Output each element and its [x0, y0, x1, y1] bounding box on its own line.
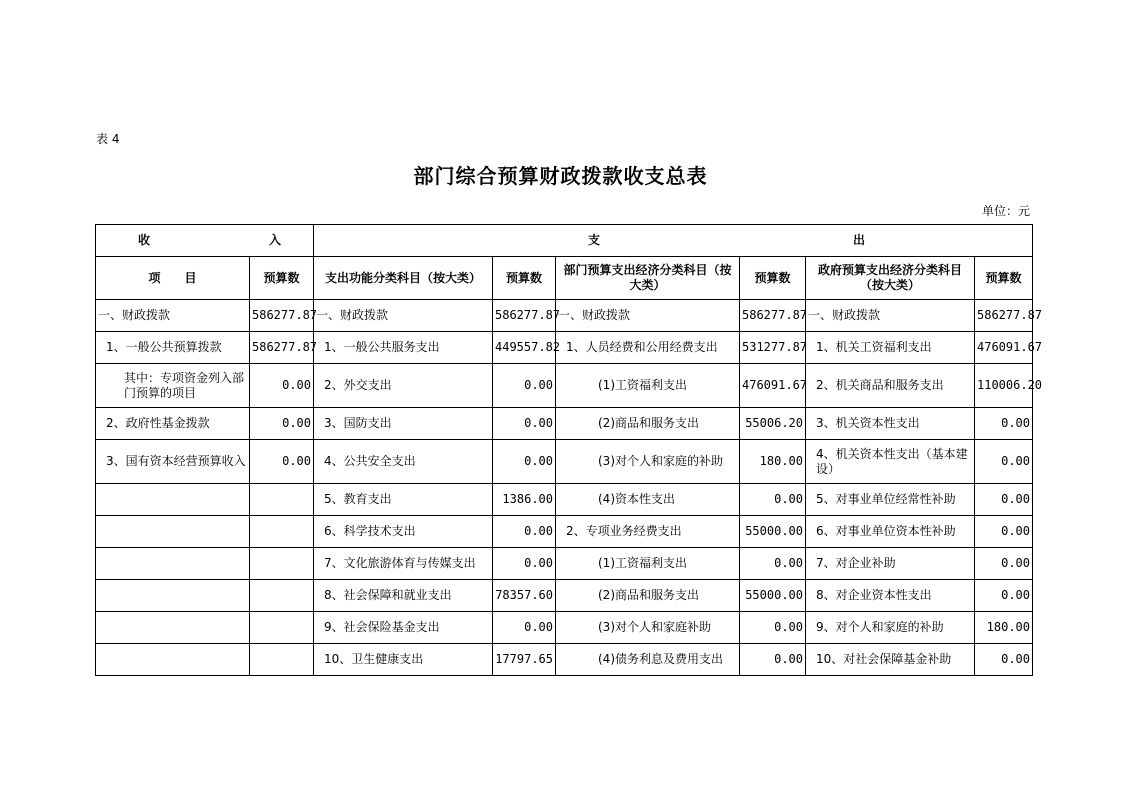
income-item-cell — [96, 548, 250, 580]
income-budget-cell: 586277.87 — [250, 300, 314, 332]
gov-econ-item-cell: 9、对个人和家庭的补助 — [806, 612, 975, 644]
gov-econ-budget-cell: 586277.87 — [975, 300, 1033, 332]
table-number: 表 4 — [96, 132, 120, 146]
gov-econ-item-cell: 8、对企业资本性支出 — [806, 580, 975, 612]
gov-econ-budget-cell: 0.00 — [975, 548, 1033, 580]
col-item-header: 项 目 — [96, 257, 250, 300]
dept-econ-item-cell: (2)商品和服务支出 — [556, 580, 740, 612]
dept-econ-item-cell: (1)工资福利支出 — [556, 548, 740, 580]
income-header-char1: 收 — [138, 233, 151, 247]
func-budget-cell: 78357.60 — [493, 580, 556, 612]
income-budget-cell: 0.00 — [250, 364, 314, 408]
income-header — [96, 225, 314, 257]
table-row — [96, 484, 1033, 516]
income-budget-cell: 0.00 — [250, 408, 314, 440]
gov-econ-item-cell: 6、对事业单位资本性补助 — [806, 516, 975, 548]
income-budget-cell — [250, 484, 314, 516]
income-item-cell — [96, 580, 250, 612]
gov-econ-budget-cell: 0.00 — [975, 440, 1033, 484]
table-row — [96, 332, 1033, 364]
income-budget-cell — [250, 548, 314, 580]
dept-econ-item-cell: 一、财政拨款 — [556, 300, 740, 332]
dept-econ-budget-cell: 0.00 — [740, 484, 806, 516]
dept-econ-item-cell: (3)对个人和家庭的补助 — [556, 440, 740, 484]
gov-econ-item-cell: 2、机关商品和服务支出 — [806, 364, 975, 408]
gov-econ-item-cell: 10、对社会保障基金补助 — [806, 644, 975, 676]
unit-label: 单位：元 — [981, 204, 1030, 218]
income-budget-cell — [250, 580, 314, 612]
income-item-cell: 2、政府性基金拨款 — [96, 408, 250, 440]
income-item-cell: 3、国有资本经营预算收入 — [96, 440, 250, 484]
dept-econ-item-cell: 2、专项业务经费支出 — [556, 516, 740, 548]
col-budget-header-4: 预算数 — [975, 257, 1033, 300]
col-func-header: 支出功能分类科目（按大类） — [314, 257, 493, 300]
income-item-cell — [96, 644, 250, 676]
func-item-cell: 10、卫生健康支出 — [314, 644, 493, 676]
func-item-cell: 6、科学技术支出 — [314, 516, 493, 548]
income-header-char2: 入 — [268, 233, 281, 247]
dept-econ-item-cell: (2)商品和服务支出 — [556, 408, 740, 440]
header-row-columns — [96, 257, 1033, 300]
income-budget-cell — [250, 516, 314, 548]
income-item-cell: 一、财政拨款 — [96, 300, 250, 332]
dept-econ-budget-cell: 476091.67 — [740, 364, 806, 408]
dept-econ-item-cell: (3)对个人和家庭补助 — [556, 612, 740, 644]
gov-econ-item-cell: 5、对事业单位经常性补助 — [806, 484, 975, 516]
col-gov-econ-header: 政府预算支出经济分类科目（按大类） — [806, 257, 975, 300]
dept-econ-budget-cell: 0.00 — [740, 548, 806, 580]
func-budget-cell: 17797.65 — [493, 644, 556, 676]
income-budget-cell: 0.00 — [250, 440, 314, 484]
income-item-cell — [96, 484, 250, 516]
expense-header-char1: 支 — [588, 233, 601, 247]
func-budget-cell: 0.00 — [493, 516, 556, 548]
func-item-cell: 8、社会保障和就业支出 — [314, 580, 493, 612]
income-item-cell — [96, 612, 250, 644]
dept-econ-budget-cell: 180.00 — [740, 440, 806, 484]
dept-econ-budget-cell: 0.00 — [740, 644, 806, 676]
func-item-cell: 4、公共安全支出 — [314, 440, 493, 484]
func-item-cell: 9、社会保险基金支出 — [314, 612, 493, 644]
income-item-cell — [96, 516, 250, 548]
func-budget-cell: 1386.00 — [493, 484, 556, 516]
col-budget-header-2: 预算数 — [493, 257, 556, 300]
gov-econ-item-cell: 3、机关资本性支出 — [806, 408, 975, 440]
func-budget-cell: 0.00 — [493, 408, 556, 440]
col-budget-header-3: 预算数 — [740, 257, 806, 300]
expense-header-char2: 出 — [852, 233, 865, 247]
expense-header — [314, 225, 1033, 257]
budget-table — [95, 224, 1043, 676]
income-item-cell: 其中：专项资金列入部门预算的项目 — [96, 364, 250, 408]
dept-econ-budget-cell: 55000.00 — [740, 516, 806, 548]
gov-econ-budget-cell: 0.00 — [975, 408, 1033, 440]
gov-econ-item-cell: 7、对企业补助 — [806, 548, 975, 580]
table-row — [96, 548, 1033, 580]
table-row — [96, 612, 1033, 644]
gov-econ-budget-cell: 0.00 — [975, 484, 1033, 516]
income-item-cell: 1、一般公共预算拨款 — [96, 332, 250, 364]
income-budget-cell — [250, 644, 314, 676]
table-row — [96, 364, 1033, 408]
dept-econ-budget-cell: 531277.87 — [740, 332, 806, 364]
func-item-cell: 7、文化旅游体育与传媒支出 — [314, 548, 493, 580]
col-budget-header-1: 预算数 — [250, 257, 314, 300]
gov-econ-budget-cell: 0.00 — [975, 644, 1033, 676]
gov-econ-budget-cell: 476091.67 — [975, 332, 1033, 364]
func-item-cell: 1、一般公共服务支出 — [314, 332, 493, 364]
gov-econ-budget-cell: 0.00 — [975, 580, 1033, 612]
func-budget-cell: 0.00 — [493, 440, 556, 484]
dept-econ-item-cell: (4)债务利息及费用支出 — [556, 644, 740, 676]
func-item-cell: 3、国防支出 — [314, 408, 493, 440]
dept-econ-item-cell: (4)资本性支出 — [556, 484, 740, 516]
income-budget-cell: 586277.87 — [250, 332, 314, 364]
table-row — [96, 440, 1033, 484]
header-row-top — [96, 225, 1033, 257]
col-dept-econ-header: 部门预算支出经济分类科目（按大类） — [556, 257, 740, 300]
dept-econ-item-cell: 1、人员经费和公用经费支出 — [556, 332, 740, 364]
func-budget-cell: 586277.87 — [493, 300, 556, 332]
gov-econ-budget-cell: 0.00 — [975, 516, 1033, 548]
gov-econ-item-cell: 一、财政拨款 — [806, 300, 975, 332]
func-budget-cell: 0.00 — [493, 612, 556, 644]
func-budget-cell: 0.00 — [493, 364, 556, 408]
gov-econ-item-cell: 4、机关资本性支出（基本建设） — [806, 440, 975, 484]
gov-econ-budget-cell: 180.00 — [975, 612, 1033, 644]
gov-econ-item-cell: 1、机关工资福利支出 — [806, 332, 975, 364]
dept-econ-budget-cell: 55000.00 — [740, 580, 806, 612]
page-title: 部门综合预算财政拨款收支总表 — [413, 164, 708, 188]
table-row — [96, 408, 1033, 440]
dept-econ-budget-cell: 0.00 — [740, 612, 806, 644]
table-row — [96, 580, 1033, 612]
func-budget-cell: 449557.82 — [493, 332, 556, 364]
dept-econ-item-cell: (1)工资福利支出 — [556, 364, 740, 408]
func-item-cell: 2、外交支出 — [314, 364, 493, 408]
func-item-cell: 5、教育支出 — [314, 484, 493, 516]
func-budget-cell: 0.00 — [493, 548, 556, 580]
gov-econ-budget-cell: 110006.20 — [975, 364, 1033, 408]
table-row — [96, 644, 1033, 676]
dept-econ-budget-cell: 586277.87 — [740, 300, 806, 332]
income-budget-cell — [250, 612, 314, 644]
table-row — [96, 300, 1033, 332]
func-item-cell: 一、财政拨款 — [314, 300, 493, 332]
dept-econ-budget-cell: 55006.20 — [740, 408, 806, 440]
table-row — [96, 516, 1033, 548]
